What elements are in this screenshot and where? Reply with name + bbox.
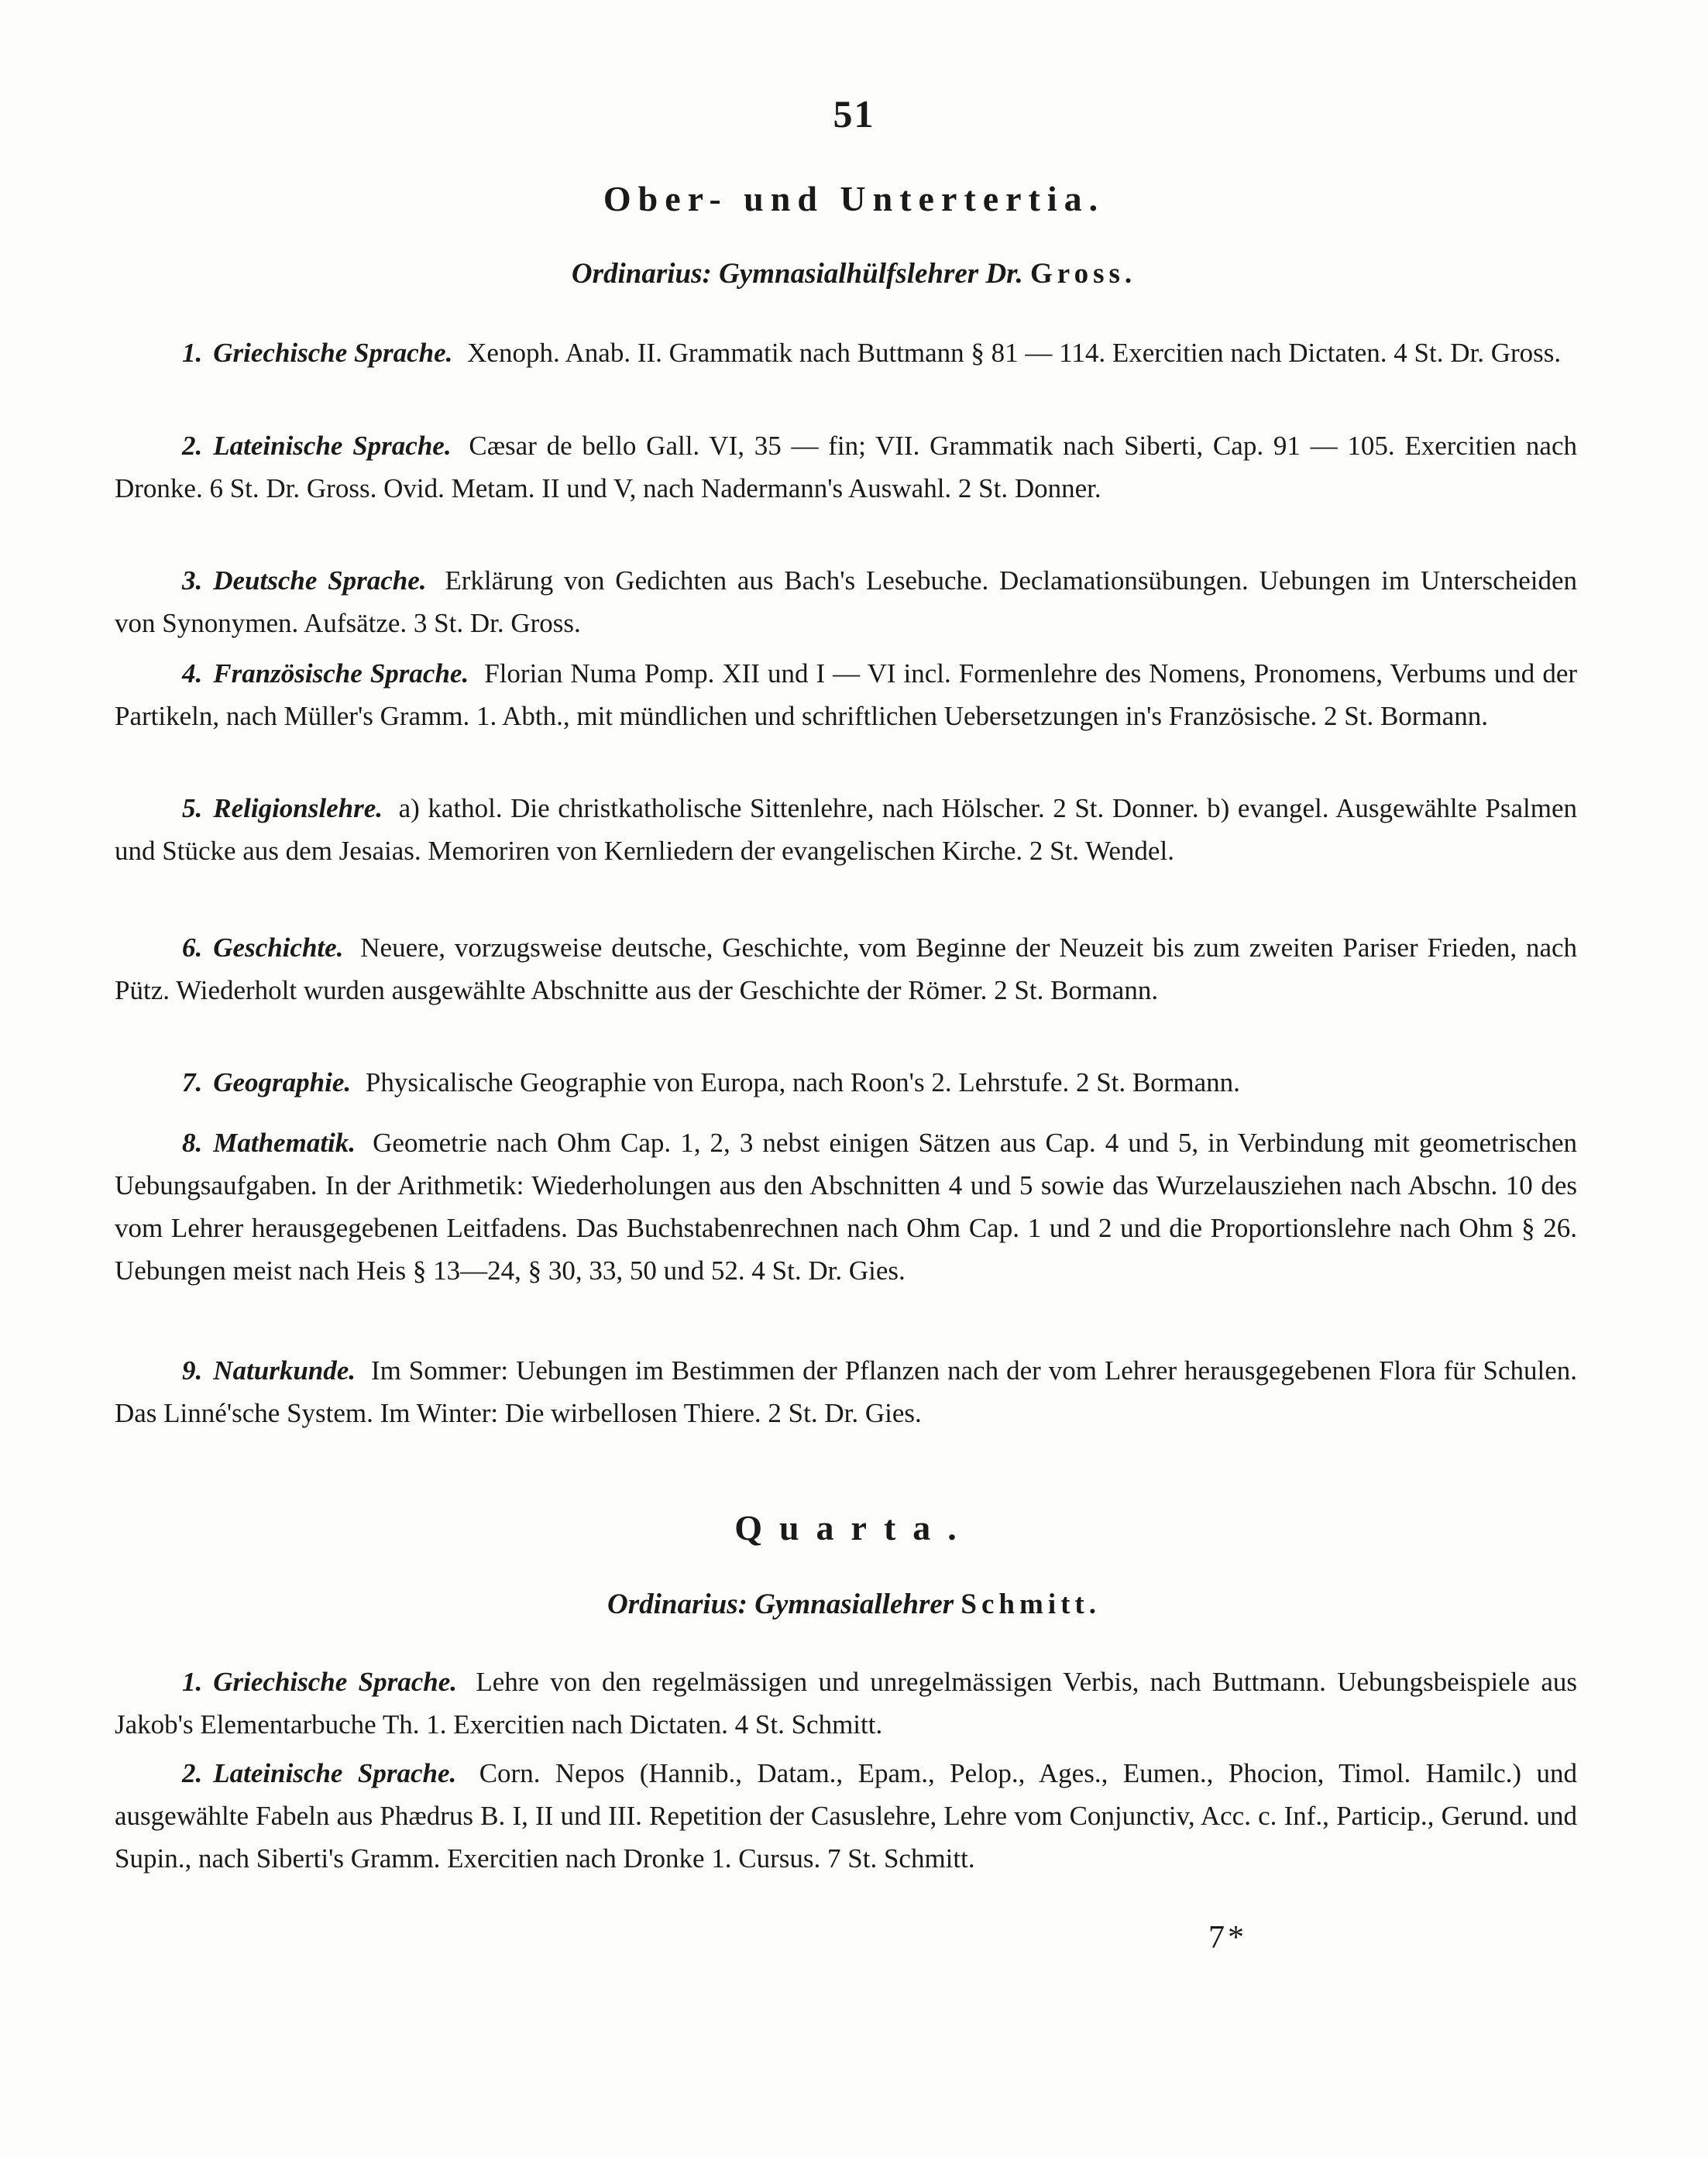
ordinarius-line-quarta (0, 1588, 1708, 1621)
course-entry-quarta-griechisch (115, 1661, 1577, 1746)
signature-mark: 7* (1208, 1920, 1247, 1956)
course-entry-franzoesisch (115, 652, 1577, 737)
entry-text: Geometrie nach Ohm Cap. 1, 2, 3 nebst einigen Sätzen aus Cap. 4 und 5, in Verbindung mit geometrischen Uebungsaufgaben. In der Arithmetik: Wiederholungen aus den Abschnitten 4 und 5 sowie das Wurzelausziehen nach Abschn. 10 des vom Lehrer herausgegebenen Leitfadens. Das Buchstabenrechnen nach Ohm Cap. 1 und 2 und die Proportionslehre nach Ohm § 26. Uebungen meist nach Heis § 13—24, § 30, 33, 50 und 52. 4 St. Dr. Gies. (115, 1128, 1577, 1286)
entry-text: Physicalische Geographie von Europa, nach Roon's 2. Lehrstufe. 2 St. Bormann. (365, 1067, 1240, 1097)
course-entry-deutsch (115, 559, 1577, 644)
entry-number: 2. (182, 431, 203, 461)
entry-number: 6. (182, 933, 203, 963)
entry-subject: Lateinische Sprache. (213, 1758, 457, 1788)
course-entry-latein (115, 424, 1577, 510)
ordinarius-label: Ordinarius: Gymnasiallehrer (607, 1589, 954, 1620)
course-entry-naturkunde (115, 1349, 1577, 1434)
ordinarius-line-tertia (0, 257, 1708, 290)
course-entry-religion (115, 787, 1577, 872)
ordinarius-name: Schmitt. (961, 1589, 1101, 1620)
entry-text: Xenoph. Anab. II. Grammatik nach Buttmann § 81 — 114. Exercitien nach Dictaten. 4 St. Dr. Gross. (467, 338, 1562, 368)
course-entry-mathematik (115, 1121, 1577, 1292)
entry-text: Im Sommer: Uebungen im Bestimmen der Pflanzen nach der vom Lehrer herausgegebenen Flora für Schulen. Das Linné'sche System. Im Winter: Die wirbellosen Thiere. 2 St. Dr. Gies. (115, 1355, 1578, 1428)
course-entry-geschichte (115, 926, 1577, 1012)
course-entry-griechisch (115, 331, 1577, 374)
entry-subject: Mathematik. (213, 1128, 356, 1158)
entry-text: Florian Numa Pomp. XII und I — VI incl. Formenlehre des Nomens, Pronomens, Verbums und der Partikeln, nach Müller's Gramm. 1. Abth., mit mündlichen und schriftlichen Uebersetzungen in's Französische. 2 St. Bormann. (115, 658, 1578, 731)
entry-number: 1. (182, 1667, 203, 1697)
entry-number: 7. (182, 1067, 203, 1097)
course-entry-quarta-latein (115, 1752, 1577, 1880)
entry-number: 5. (182, 793, 203, 823)
entry-subject: Deutsche Sprache. (213, 565, 427, 596)
section-heading-tertia: Ober- und Untertertia. (603, 179, 1105, 218)
entry-number: 4. (182, 658, 203, 689)
page-number: 51 (833, 92, 875, 136)
entry-subject: Religionslehre. (213, 793, 383, 823)
ordinarius-label: Ordinarius: Gymnasialhülfslehrer Dr. (571, 258, 1023, 290)
entry-number: 2. (182, 1758, 203, 1788)
entry-text: Lehre von den regelmässigen und unregelmässigen Verbis, nach Buttmann. Uebungsbeispiele aus Jakob's Elementarbuche Th. 1. Exercitien nach Dictaten. 4 St. Schmitt. (115, 1667, 1577, 1740)
entry-text: Erklärung von Gedichten aus Bach's Lesebuche. Declamationsübungen. Uebungen im Unterscheiden von Synonymen. Aufsätze. 3 St. Dr. Gross. (115, 565, 1578, 638)
entry-text: a) kathol. Die christkatholische Sittenlehre, nach Hölscher. 2 St. Donner. b) evangel. Ausgewählte Psalmen und Stücke aus dem Jesaias. Memoriren von Kernliedern der evangelischen Kirche. 2 St. Wendel. (115, 793, 1578, 866)
entry-subject: Französische Sprache. (213, 658, 469, 689)
entry-number: 3. (182, 565, 203, 596)
ordinarius-name: Gross. (1030, 258, 1137, 290)
entry-number: 8. (182, 1128, 203, 1158)
entry-subject: Griechische Sprache. (213, 1667, 457, 1697)
entry-text: Corn. Nepos (Hannib., Datam., Epam., Pelop., Ages., Eumen., Phocion, Timol. Hamilc.) und ausgewählte Fabeln aus Phædrus B. I, II und III. Repetition der Casuslehre, Lehre vom Conjunctiv, Acc. c. Inf., Particip., Gerund. und Supin., nach Siberti's Gramm. Exercitien nach Dronke 1. Cursus. 7 St. Schmitt. (115, 1758, 1577, 1874)
entry-subject: Geschichte. (213, 933, 344, 963)
entry-subject: Lateinische Sprache. (213, 431, 452, 461)
section-heading-quarta: Quarta. (734, 1508, 974, 1547)
entry-number: 1. (182, 338, 203, 368)
entry-number: 9. (182, 1355, 203, 1386)
entry-text: Cæsar de bello Gall. VI, 35 — fin; VII. Grammatik nach Siberti, Cap. 91 — 105. Exercitien nach Dronke. 6 St. Dr. Gross. Ovid. Metam. II und V, nach Nadermann's Auswahl. 2 St. Donner. (115, 431, 1578, 503)
entry-subject: Griechische Sprache. (213, 338, 453, 368)
course-entry-geographie (115, 1061, 1577, 1104)
entry-text: Neuere, vorzugsweise deutsche, Geschichte, vom Beginne der Neuzeit bis zum zweiten Pariser Frieden, nach Pütz. Wiederholt wurden ausgewählte Abschnitte aus der Geschichte der Römer. 2 St. Bormann. (115, 933, 1578, 1005)
entry-subject: Geographie. (213, 1067, 352, 1097)
entry-subject: Naturkunde. (213, 1355, 356, 1386)
